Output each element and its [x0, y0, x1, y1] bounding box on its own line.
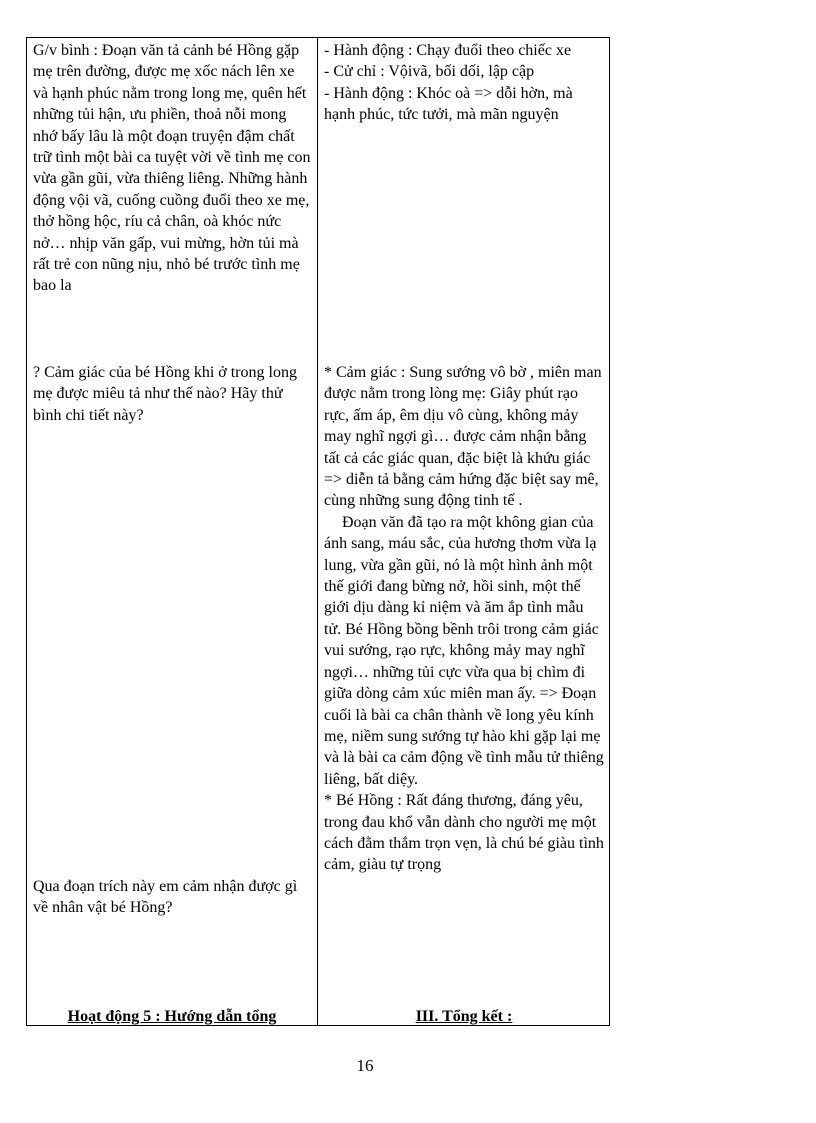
left-block-question-2 — [33, 876, 311, 919]
right-block-actions — [324, 40, 604, 126]
right-heading: III. Tổng kết : — [415, 1008, 513, 1025]
column-divider — [317, 38, 318, 1025]
action-line-3: - Hành động : Khóc oà => dỗi hờn, mà hạnh phúc, tức tưởi, mà mãn nguyện — [324, 84, 573, 124]
content-table — [26, 37, 610, 1026]
right-block-feelings — [324, 362, 604, 876]
question-2-text: Qua đoạn trích này em cảm nhận được gì về nhân vật bé Hồng? — [33, 878, 298, 917]
left-block-question — [33, 362, 311, 426]
action-line-1: - Hành động : Chạy đuổi theo chiếc xe — [324, 42, 572, 59]
left-heading: Hoạt động 5 : Hướng dẫn tổng — [67, 1008, 277, 1025]
analysis-paragraph: Đoạn văn đã tạo ra một không gian của ánh sang, máu sắc, của hương thơm vừa lạ lung, vừa gần gũi, nó là một hình ảnh một thế giới đang bừng nở, hồi sinh, một thế giới dịu dàng kỉ niệm và ăm ắp tình mẫu tử. Bé Hồng bồng bềnh trôi trong cảm giác vui sướng, rạo rực, không mảy may nghĩ ngợi… những tủi cực vừa qua bị chìm đi giữa dòng cảm xúc miên man ấy. => Đoạn cuối là bài ca chân thành về long yêu kính mẹ, niềm sung sướng tự hào khi gặp lại mẹ và là bài ca cảm động về tình mẫu tử thiêng liêng, bất diệy. — [324, 513, 604, 788]
character-paragraph: * Bé Hồng : Rất đáng thương, đáng yêu, trong đau khổ vẫn dành cho người mẹ một cách đằm thắm trọn vẹn, là chú bé giàu tình cảm, giàu tự trọng — [324, 792, 604, 874]
question-text: ? Cảm giác của bé Hồng khi ở trong long mẹ được miêu tả như thế nào? Hãy thử bình chi tiết này? — [33, 364, 297, 424]
left-block-commentary — [33, 40, 311, 297]
action-line-2: - Cử chỉ : Vộivã, bối dối, lập cập — [324, 63, 535, 81]
commentary-text: G/v bình : Đoạn văn tả cảnh bé Hồng gặp mẹ trên đường, được mẹ xốc nách lên xe và hạnh phúc nằm trong long mẹ, quên hết những tủi hận, ưu phiền, thoả nỗi mong nhớ bấy lâu là một đoạn truyện đậm chất trữ tình một bài ca tuyệt vời về tình mẹ con vừa gần gũi, vừa thiêng liêng. Những hành động vội vã, cuống cuồng đuổi theo xe mẹ, thở hồng hộc, ríu cả chân, oà khóc nức nở… nhịp văn gấp, vui mừng, hờn tủi mà rất trẻ con nũng nịu, nhỏ bé trước tình mẹ bao la — [33, 42, 311, 295]
feeling-paragraph: * Cảm giác : Sung sướng vô bờ , miên man được nằm trong lòng mẹ: Giây phút rạo rực, ấm áp, êm dịu vô cùng, không mảy may nghĩ ngợi gì… được cảm nhận bằng tất cả các giác quan, đặc biệt là khứu giác => diễn tả bằng cảm hứng đặc biệt say mê, cùng những sung động tinh tế . — [324, 364, 602, 510]
page-number: 16 — [356, 1056, 374, 1075]
